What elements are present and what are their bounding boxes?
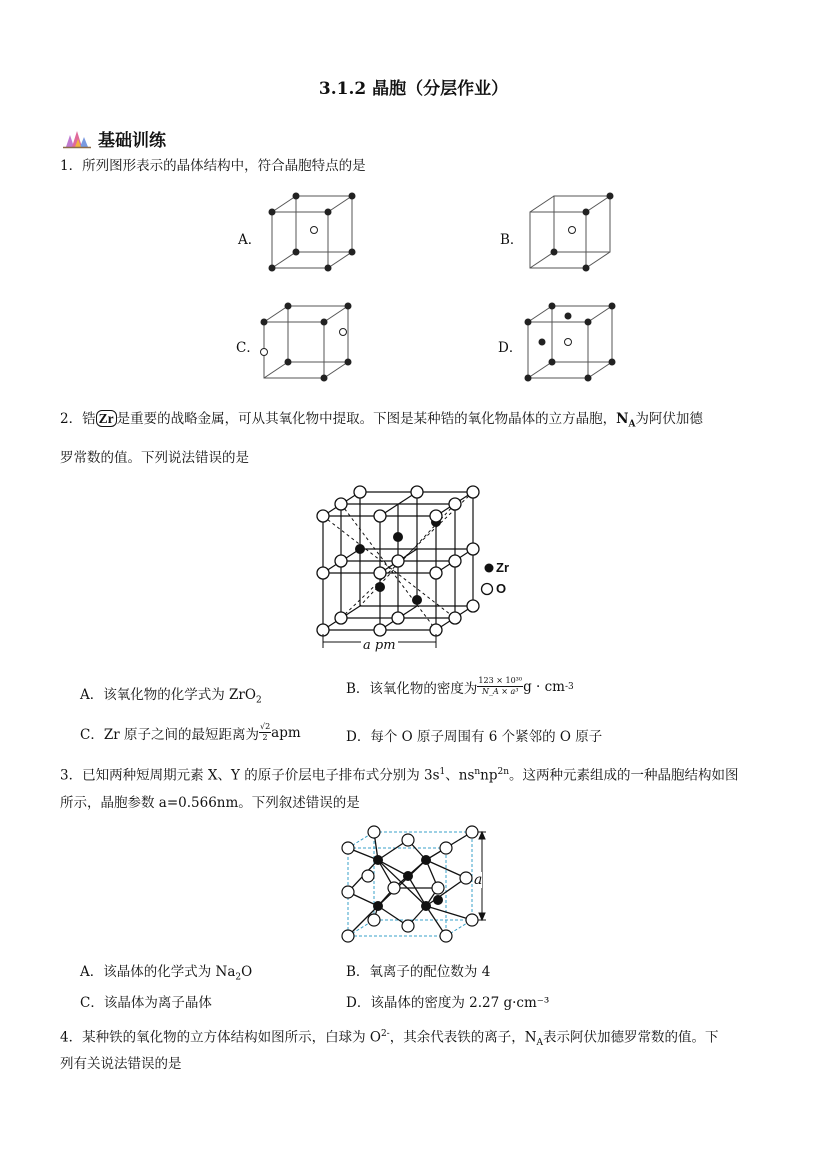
q2-stem-line1 bbox=[60, 407, 770, 437]
q2-legend-zr: Zr bbox=[496, 560, 509, 575]
q2-legend-o: O bbox=[496, 581, 507, 596]
q3-stem-line2: 所示，晶胞参数 a=0.566nm。下列叙述错误的是 bbox=[60, 795, 360, 811]
q4-stem-line1: 4．某种铁的氧化物的立方体结构如图所示，白球为 $O^{2-}$，其余代表铁的离子，$N_A$表示阿伏加德罗常数的值。下 bbox=[60, 1029, 719, 1049]
q2-option-c-fraction: $\frac{√2}{2}$ bbox=[259, 722, 271, 742]
section-label: 基础训练 bbox=[98, 131, 166, 151]
q3-option-a: A．该晶体的化学式为 $Na_2O$ bbox=[80, 964, 253, 983]
q2-zr-badge: Zr bbox=[96, 410, 117, 427]
q2-stem-part1: 2．锆 bbox=[60, 411, 96, 427]
q2-option-b: B．该氧化物的密度为 $\frac{\text{123 × 10³⁰}}{\text{N\_A × a³}}$ g · cm -3 bbox=[346, 676, 574, 697]
crystal-icon bbox=[62, 129, 92, 149]
q2-option-d: D．每个 O 原子周围有 6 个紧邻的 O 原子 bbox=[346, 729, 603, 745]
q2-option-c: C．Zr 原子之间的最短距离为 $\frac{√2}{2}$ apm bbox=[80, 722, 301, 743]
q2-option-b-fraction: $\frac{\text{123 × 10³⁰}}{\text{N\_A × a³}}$ bbox=[478, 676, 523, 696]
q1-option-c-label: C． bbox=[236, 340, 260, 356]
q4-stem-line2: 列有关说法错误的是 bbox=[60, 1056, 182, 1072]
page-title: 3.1.2 晶胞（分层作业） bbox=[318, 79, 509, 99]
cube-a-diagram bbox=[262, 190, 362, 280]
q2-stem-line2: 罗常数的值。下列说法错误的是 bbox=[60, 450, 249, 466]
cube-d-diagram bbox=[518, 298, 618, 388]
q1-option-b-label: B． bbox=[500, 232, 524, 248]
q3-axis-label: a bbox=[474, 872, 483, 888]
q1-stem: 1．所列图形表示的晶体结构中，符合晶胞特点的是 bbox=[60, 158, 366, 174]
q1-option-d-label: D． bbox=[498, 340, 523, 356]
cube-c-diagram bbox=[256, 298, 356, 388]
q3-option-d: D．该晶体的密度为 2.27 g·cm⁻³ bbox=[346, 995, 550, 1011]
q2-stem-part2: 是重要的战略金属，可从其氧化物中提取。下图是某种锆的氧化物晶体的立方晶胞， bbox=[116, 411, 617, 427]
q2-option-a: A．该氧化物的化学式为 ZrO$_2$ bbox=[80, 687, 262, 706]
q2-na-symbol: $N_A$ bbox=[616, 411, 636, 430]
q2-stem-part3: 为阿伏加德 bbox=[635, 411, 703, 427]
q3-option-c: C．该晶体为离子晶体 bbox=[80, 995, 212, 1011]
section-header bbox=[62, 126, 166, 151]
q3-option-b: B．氧离子的配位数为 4 bbox=[346, 964, 491, 980]
q3-stem-line1: 3．已知两种短周期元素 X、Y 的原子价层电子排布式分别为 $3s^1$、$ns^nnp^{2n}$。这两种元素组成的一种晶胞结构如图 bbox=[60, 767, 739, 784]
q1-option-a-label: A． bbox=[238, 232, 262, 248]
q2-axis-label: a pm bbox=[363, 638, 396, 653]
cube-b-diagram bbox=[520, 190, 620, 280]
